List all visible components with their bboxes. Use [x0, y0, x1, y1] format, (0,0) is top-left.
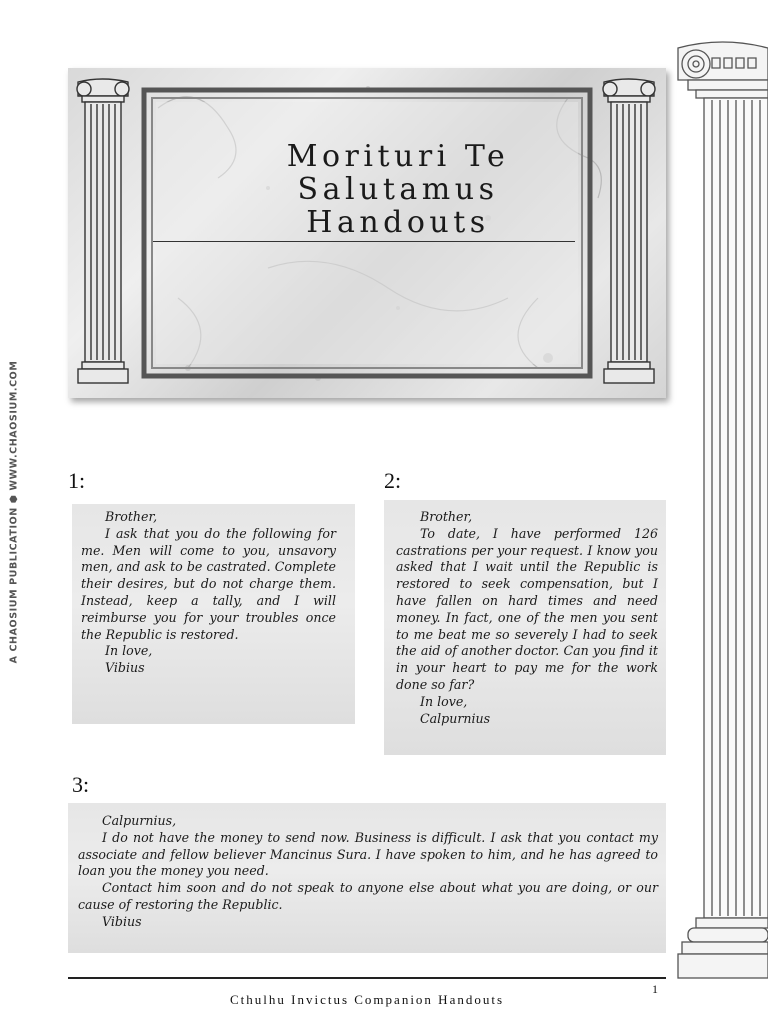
title-banner: [68, 68, 666, 398]
footer-title: Cthulhu Invictus Companion Handouts: [229, 992, 505, 1007]
handout-2-number: 2:: [384, 468, 402, 493]
handout-3: [68, 803, 666, 953]
handout-2-signature: Calpurnius: [420, 710, 491, 726]
footer-rule: [68, 977, 666, 979]
ionic-column-illustration: [676, 28, 768, 983]
handout-3-signature: Vibius: [102, 913, 142, 929]
handout-1-number: 1:: [68, 468, 86, 493]
page-title: [188, 140, 608, 239]
handout-1: [72, 504, 355, 724]
page-number: 1: [652, 982, 658, 996]
handout-3-paragraph-2: Contact him soon and do not speak to anyone else about what you are doing, or our cause of restoring the Republic.: [78, 880, 658, 912]
handout-2-salutation: Brother,: [420, 509, 473, 524]
handout-1-text: [81, 509, 336, 677]
title-line-2: Salutamus: [297, 172, 499, 207]
publisher-sidebar-text: [4, 360, 24, 664]
handout-2-closing: In love,: [420, 693, 468, 709]
handout-1-closing: In love,: [105, 643, 153, 659]
handout-1-body: I ask that you do the following for me. Men will come to you, unsavory men, and ask to be castrated. Complete their desires, but do not charge them. Instead, keep a tally, and I will reimburse you for your troubles once the Republic is restored.: [81, 525, 336, 642]
handout-3-salutation: Calpurnius,: [102, 813, 177, 828]
handout-1-signature: Vibius: [105, 660, 145, 676]
title-line-3: Handouts: [306, 205, 490, 240]
title-underline: [153, 241, 575, 242]
handout-2: [384, 500, 666, 755]
publisher-text: A CHAOSIUM PUBLICATION ⬢ WWW.CHAOSIUM.COM: [8, 360, 20, 664]
handout-1-salutation: Brother,: [105, 509, 158, 524]
handout-2-text: [396, 509, 658, 727]
title-line-1: Morituri Te: [286, 139, 510, 174]
handout-2-body: To date, I have performed 126 castrations per your request. I know you asked that I wait until the Republic is restored to seek compensation, but I have fallen on hard times and need money. In fact, one of the men you sent to me beat me so severely I had to seek the aid of another doctor. Can you find it in your heart to pay me for the work done so far?: [396, 525, 658, 692]
handout-3-number: 3:: [72, 772, 90, 797]
handout-3-text: [78, 813, 658, 931]
handout-3-paragraph-1: I do not have the money to send now. Business is difficult. I ask that you contact my associate and fellow believer Mancinus Sura. I have spoken to him, and he has agreed to loan you the money you need.: [78, 829, 658, 879]
